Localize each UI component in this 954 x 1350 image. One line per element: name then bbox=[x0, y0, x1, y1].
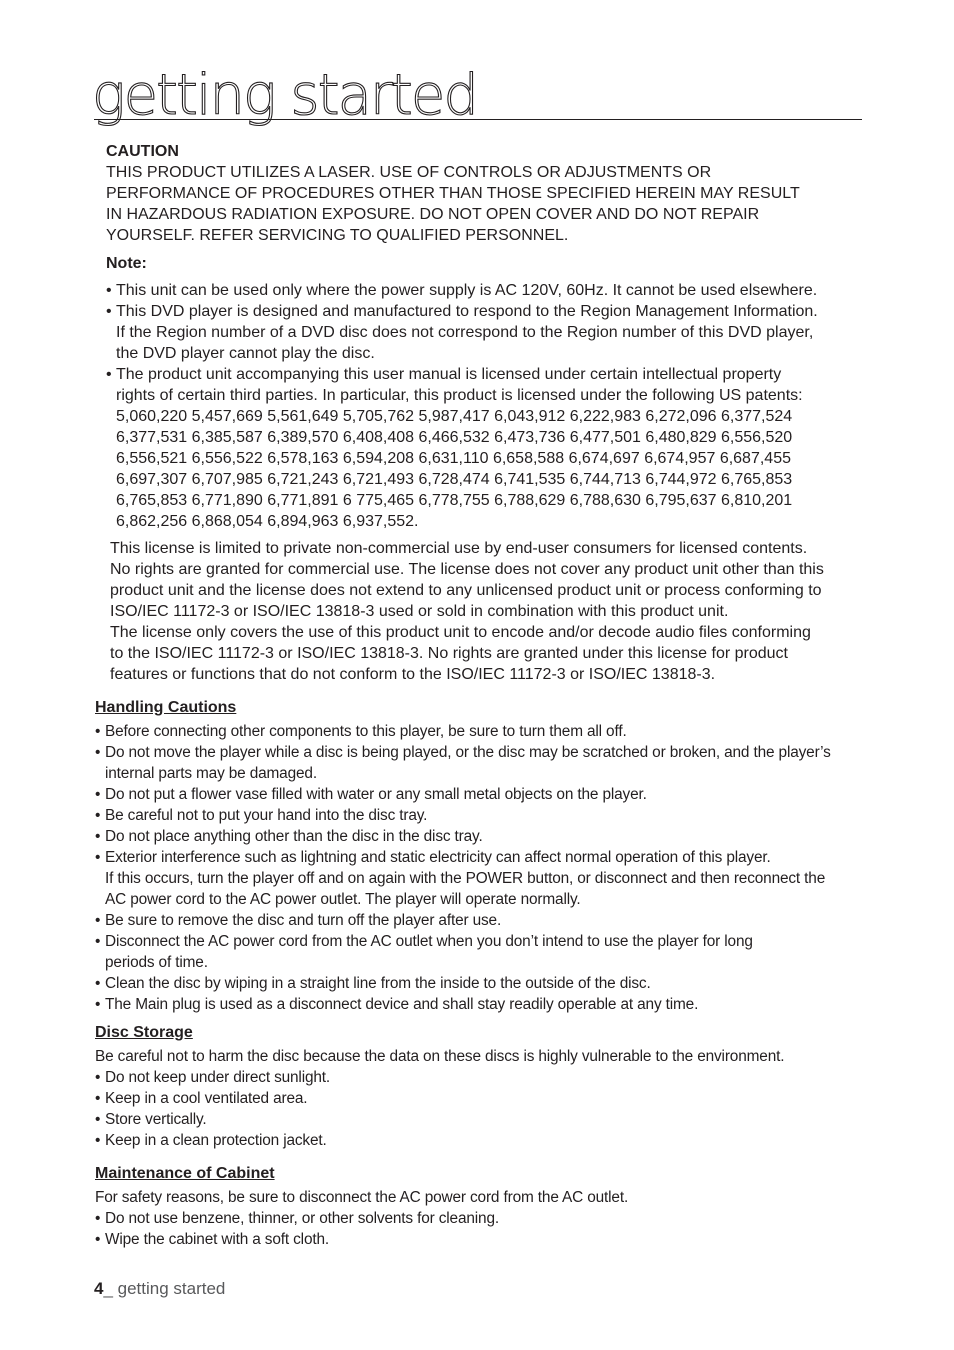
note-line: If the Region number of a DVD disc does not correspond to the Region number of this DVD player, bbox=[116, 324, 814, 341]
note-item bbox=[106, 364, 866, 532]
patent-line: 6,862,256 6,868,054 6,894,963 6,937,552. bbox=[116, 513, 419, 530]
page-title: getting started bbox=[92, 63, 477, 128]
handling-item bbox=[95, 721, 875, 742]
license-line: This license is limited to private non-commercial use by end-user consumers for licensed contents. bbox=[110, 540, 808, 557]
handling-item bbox=[95, 784, 875, 805]
note-section bbox=[106, 280, 866, 532]
handling-item bbox=[95, 847, 875, 910]
title-underline bbox=[94, 119, 862, 120]
license-line: No rights are granted for commercial use. The license does not cover any product unit other than this bbox=[110, 561, 824, 578]
storage-list bbox=[95, 1067, 875, 1151]
handling-item bbox=[95, 826, 875, 847]
caution-section bbox=[106, 141, 800, 246]
storage-line: • Store vertically. bbox=[105, 1111, 207, 1128]
handling-section bbox=[95, 697, 875, 1015]
note-item bbox=[106, 301, 866, 364]
license-line: The license only covers the use of this product unit to encode and/or decode audio files conforming bbox=[110, 624, 811, 641]
handling-item bbox=[95, 973, 875, 994]
handling-line: • Do not place anything other than the disc in the disc tray. bbox=[105, 828, 483, 845]
handling-line: If this occurs, turn the player off and on again with the POWER button, or disconnect and then reconnect the bbox=[105, 870, 826, 887]
handling-line: periods of time. bbox=[105, 954, 208, 971]
note-heading: Note: bbox=[106, 255, 147, 272]
handling-line: • Be careful not to put your hand into the disc tray. bbox=[105, 807, 428, 824]
maintenance-item bbox=[95, 1208, 875, 1229]
maintenance-line: • Wipe the cabinet with a soft cloth. bbox=[105, 1231, 330, 1248]
note-heading-block bbox=[106, 253, 147, 274]
storage-item bbox=[95, 1067, 875, 1088]
page-number: 4 bbox=[94, 1279, 104, 1298]
patent-line: 6,556,521 6,556,522 6,578,163 6,594,208 6,631,110 6,658,588 6,674,697 6,674,957 6,687,455 bbox=[116, 450, 791, 467]
caution-line: IN HAZARDOUS RADIATION EXPOSURE. DO NOT OPEN COVER AND DO NOT REPAIR bbox=[106, 206, 760, 223]
note-item bbox=[106, 280, 866, 301]
handling-item bbox=[95, 931, 875, 973]
license-line: to the ISO/IEC 11172-3 or ISO/IEC 13818-3. No rights are granted under this license for product bbox=[110, 645, 788, 662]
handling-line: • Clean the disc by wiping in a straight line from the inside to the outside of the disc. bbox=[105, 975, 651, 992]
note-line: the DVD player cannot play the disc. bbox=[116, 345, 375, 362]
maintenance-intro: For safety reasons, be sure to disconnect the AC power cord from the AC outlet. bbox=[95, 1189, 629, 1206]
note-line: • This DVD player is designed and manufactured to respond to the Region Management Information. bbox=[116, 303, 818, 320]
caution-line: YOURSELF. REFER SERVICING TO QUALIFIED PERSONNEL. bbox=[106, 227, 569, 244]
handling-line: • Do not move the player while a disc is being played, or the disc may be scratched or broken, and the player’s bbox=[105, 744, 831, 761]
maintenance-heading: Maintenance of Cabinet bbox=[95, 1165, 275, 1182]
license-line: product unit and the license does not extend to any unlicensed product unit or process conforming to bbox=[110, 582, 822, 599]
handling-line: • Before connecting other components to this player, be sure to turn them all off. bbox=[105, 723, 627, 740]
storage-item bbox=[95, 1130, 875, 1151]
patent-line: 6,765,853 6,771,890 6,771,891 6 775,465 6,778,755 6,788,629 6,788,630 6,795,637 6,810,201 bbox=[116, 492, 793, 509]
handling-item bbox=[95, 994, 875, 1015]
storage-heading: Disc Storage bbox=[95, 1024, 193, 1041]
patent-line: 5,060,220 5,457,669 5,561,649 5,705,762 5,987,417 6,043,912 6,222,983 6,272,096 6,377,524 bbox=[116, 408, 793, 425]
maintenance-line: • Do not use benzene, thinner, or other solvents for cleaning. bbox=[105, 1210, 499, 1227]
storage-intro: Be careful not to harm the disc because the data on these discs is highly vulnerable to the environment. bbox=[95, 1048, 785, 1065]
storage-section bbox=[95, 1022, 875, 1151]
handling-line: • The Main plug is used as a disconnect device and shall stay readily operable at any time. bbox=[105, 996, 699, 1013]
handling-line: • Disconnect the AC power cord from the AC outlet when you don’t intend to use the player for long bbox=[105, 933, 753, 950]
handling-line: internal parts may be damaged. bbox=[105, 765, 317, 782]
patent-line: 6,697,307 6,707,985 6,721,243 6,721,493 6,728,474 6,741,535 6,744,713 6,744,972 6,765,853 bbox=[116, 471, 793, 488]
footer-label: _ getting started bbox=[103, 1279, 226, 1298]
maintenance-section bbox=[95, 1163, 875, 1250]
note-line: • This unit can be used only where the power supply is AC 120V, 60Hz. It cannot be used elsewhere. bbox=[116, 282, 818, 299]
license-line: ISO/IEC 11172-3 or ISO/IEC 13818-3 used or sold in combination with this product unit. bbox=[110, 603, 729, 620]
license-paragraph bbox=[110, 538, 870, 685]
patent-line: 6,377,531 6,385,587 6,389,570 6,408,408 6,466,532 6,473,736 6,477,501 6,480,829 6,556,520 bbox=[116, 429, 793, 446]
storage-line: • Do not keep under direct sunlight. bbox=[105, 1069, 331, 1086]
license-line: features or functions that do not conform to the ISO/IEC 11172-3 or ISO/IEC 13818-3. bbox=[110, 666, 716, 683]
handling-item bbox=[95, 742, 875, 784]
caution-line: PERFORMANCE OF PROCEDURES OTHER THAN THOSE SPECIFIED HEREIN MAY RESULT bbox=[106, 185, 800, 202]
handling-line: • Do not put a flower vase filled with water or any small metal objects on the player. bbox=[105, 786, 647, 803]
handling-line: • Exterior interference such as lightning and static electricity can affect normal operation of this player. bbox=[105, 849, 771, 866]
handling-line: • Be sure to remove the disc and turn off the player after use. bbox=[105, 912, 502, 929]
caution-line: THIS PRODUCT UTILIZES A LASER. USE OF CONTROLS OR ADJUSTMENTS OR bbox=[106, 164, 712, 181]
page-footer bbox=[94, 1279, 225, 1299]
storage-line: • Keep in a clean protection jacket. bbox=[105, 1132, 327, 1149]
handling-heading: Handling Cautions bbox=[95, 699, 237, 716]
note-line: rights of certain third parties. In particular, this product is licensed under the following US patents: bbox=[116, 387, 803, 404]
storage-item bbox=[95, 1109, 875, 1130]
storage-line: • Keep in a cool ventilated area. bbox=[105, 1090, 308, 1107]
maintenance-item bbox=[95, 1229, 875, 1250]
handling-line: AC power cord to the AC power outlet. The player will operate normally. bbox=[105, 891, 581, 908]
handling-list bbox=[95, 721, 875, 1015]
handling-item bbox=[95, 910, 875, 931]
note-list bbox=[106, 280, 866, 532]
storage-item bbox=[95, 1088, 875, 1109]
handling-item bbox=[95, 805, 875, 826]
note-line: • The product unit accompanying this user manual is licensed under certain intellectual property bbox=[116, 366, 782, 383]
maintenance-list bbox=[95, 1208, 875, 1250]
caution-heading: CAUTION bbox=[106, 143, 179, 160]
